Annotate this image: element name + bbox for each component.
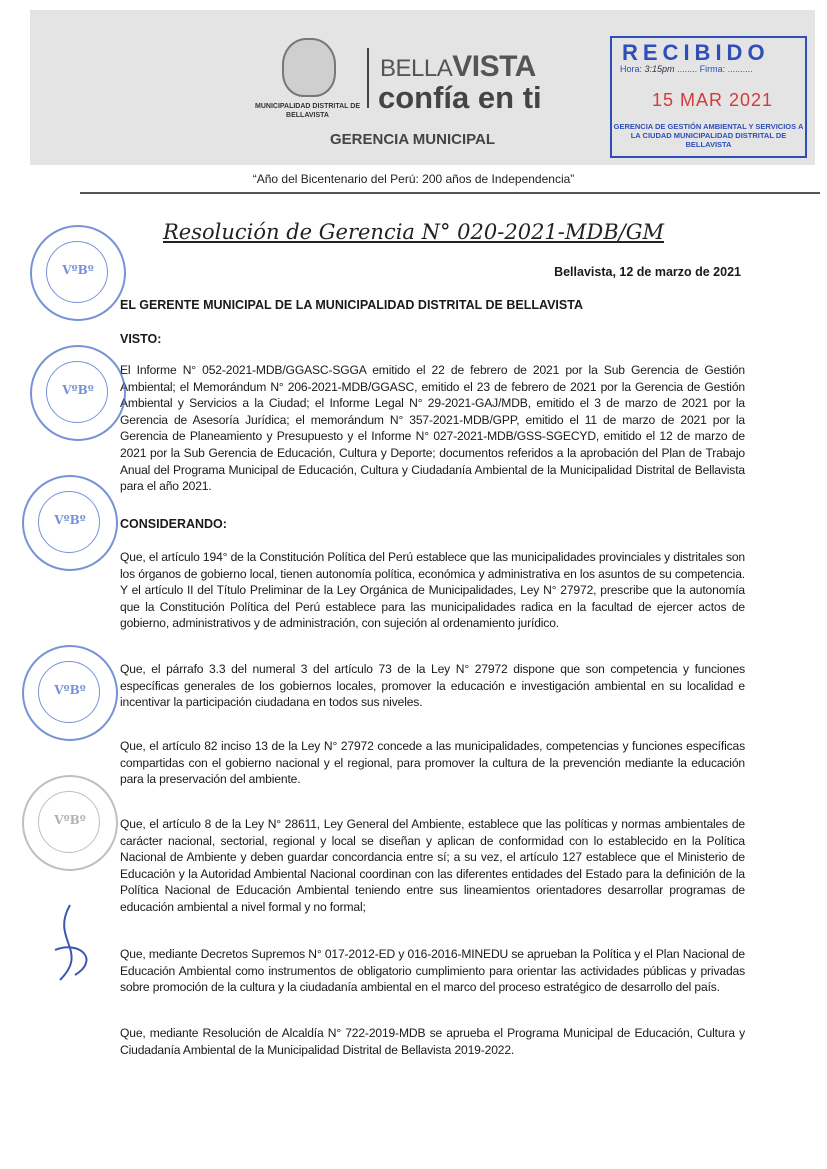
seal-text: VºBº [54,813,86,827]
stamp-date: 15 MAR 2021 [652,90,774,110]
stamp-office: GERENCIA DE GESTIÓN AMBIENTAL Y SERVICIOS A LA CIUDAD MUNICIPALIDAD DISTRITAL DE BELLAVISTA [613,122,804,149]
resolution-title: Resolución de Gerencia N° 020-2021-MDB/GM [162,220,665,244]
resolution-date: Bellavista, 12 de marzo de 2021 [554,265,741,279]
approval-seal [30,345,126,441]
section-considerando: CONSIDERANDO: [120,517,227,531]
department: GERENCIA MUNICIPAL [330,131,495,148]
section-visto: VISTO: [120,332,162,346]
hora-label: Hora: [620,64,643,74]
municipal-crest-logo [282,38,336,97]
paragraph: Que, el artículo 82 inciso 13 de la Ley N° 27972 concede a las municipalidades, competencias y funciones específicas compartidas con el gobierno nacional y el regional, para promover la cultura de la prevención mediante la educación para la preservación del ambiente. [120,739,745,787]
approval-seal [22,475,118,571]
approval-seal [22,775,118,871]
approval-seal [22,645,118,741]
received-stamp [610,36,807,158]
municipality-name: MUNICIPALIDAD DISTRITAL DE BELLAVISTA [255,103,360,119]
paragraph: Que, mediante Decretos Supremos N° 017-2012-ED y 016-2016-MINEDU se aprueban la Política y el Plan Nacional de Educación Ambiental como instrumentos de obligatorio cumplimiento para orientar las actividades públicas y privadas sobre promoción de la cultura y la ciudadanía ambiental en el marco del proceso estratégico de desarrollo del país. [120,947,745,995]
slogan: confía en ti [378,80,542,115]
brand-logo [380,50,536,84]
seal-text: VºBº [62,383,94,397]
addressee: EL GERENTE MUNICIPAL DE LA MUNICIPALIDAD DISTRITAL DE BELLAVISTA [120,298,583,312]
hora-value: 3:15pm [644,64,675,74]
divider [367,48,369,108]
paragraph: Que, el artículo 8 de la Ley N° 28611, Ley General del Ambiente, establece que las políticas y normas ambientales de carácter nacional, sectorial, regional y local se diseñan y aplican de conformidad con lo establecido en la Política Nacional de Ambiente y deben guardar concordancia entre sí; a su vez, el artículo 127 establece que el Ministerio de Educación y la Autoridad Ambiental Nacional coordinan con las diferentes entidades del Estado para la definición de la Política Nacional de Educación Ambiental teniendo entre sus lineamientos orientadores desarrollar programas de educación ambiental a nivel formal y no formal; [120,817,745,914]
stamp-time-row: Hora: 3:15pm ........ Firma: .......... [620,64,753,74]
header-rule [80,192,820,194]
paragraph: Que, el párrafo 3.3 del numeral 3 del artículo 73 de la Ley N° 27972 dispone que son competencia y funciones específicas generales de los gobiernos locales, promover la educación e investigación ambiental en su localidad e incentivar la participación ciudadana en todos sus niveles. [120,662,745,710]
year-motto: “Año del Bicentenario del Perú: 200 años de Independencia” [252,172,575,186]
brand-small: BELLA [380,55,453,82]
approval-seal [30,225,126,321]
seal-text: VºBº [54,513,86,527]
brand-big: VISTA [452,50,536,83]
stamp-title: RECIBIDO [622,40,770,65]
paragraph: El Informe N° 052-2021-MDB/GGASC-SGGA emitido el 22 de febrero de 2021 por la Sub Gerencia de Gestión Ambiental; el Memorándum N° 206-2021-MDB/GGASC, emitido el 23 de febrero de 2021 por la Gerencia de Gestión Ambiental y Servicios a la Ciudad; el Informe Legal N° 29-2021-GAJ/MDB, emitido el 3 de marzo de 2021 por la Gerencia de Asesoría Jurídica; el memorándum N° 357-2021-MDB/GPP, emitido el 11 de marzo de 2021 por la Gerencia de Planeamiento y Presupuesto y el Informe N° 027-2021-MDB/GSS-SGECYD, emitido el 12 de marzo de 2021 por la Sub Gerencia de Educación, Cultura y Deporte; documentos referidos a la aprobación del Plan de Trabajo Anual del Programa Municipal de Educación, Cultura y Ciudadanía Ambiental de la Municipalidad Distrital de Bellavista para el año 2021. [120,363,745,494]
seal-text: VºBº [54,683,86,697]
paragraph: Que, mediante Resolución de Alcaldía N° 722-2019-MDB se aprueba el Programa Municipal de Educación, Cultura y Ciudadanía Ambiental de la Municipalidad Distrital de Bellavista 2019-2022. [120,1026,745,1057]
signature-mark [40,900,110,990]
paragraph: Que, el artículo 194° de la Constitución Política del Perú establece que las municipalidades provinciales y distritales son los órganos de gobierno local, tienen autonomía política, económica y administrativa en los asuntos de su competencia. Y el artículo II del Título Preliminar de la Ley Orgánica de Municipalidades, Ley N° 27972, prescribe que la autonomía que la Constitución Política del Perú establece para las municipalidades radica en la facultad de ejercer actos de gobierno, administrativos y de administración, con sujeción al ordenamiento jurídico. [120,550,745,631]
firma-label: Firma: [699,64,726,74]
seal-text: VºBº [62,263,94,277]
